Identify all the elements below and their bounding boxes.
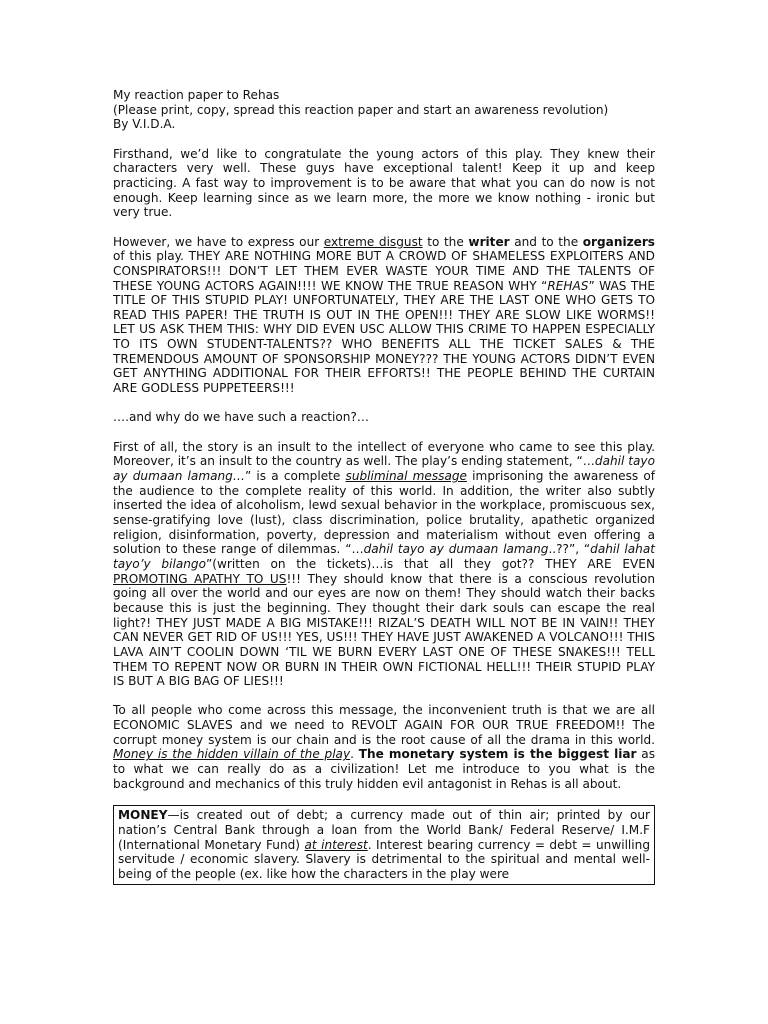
text-run: However, we have to express our — [113, 234, 324, 249]
bold-text: The monetary system is the biggest liar — [358, 747, 637, 762]
money-definition-box — [113, 805, 655, 885]
paragraph-disgust — [113, 235, 655, 396]
document-page — [113, 88, 655, 885]
document-title: My reaction paper to Rehas — [113, 88, 280, 102]
text-run: —is created out of debt; a currency made out of thin air; printed by our nation’s Central Bank through a loan from the World Bank/ Federal Reserve/ I.M.F (International Monetary Fund) — [118, 808, 650, 852]
text-run: ” is a complete — [244, 469, 346, 483]
text-run: To all people who come across this message, the inconvenient truth is that we are all ECONOMIC SLAVES and we need to REVOLT AGAIN FOR OUR TRUE FREEDOM!! The corrupt money system is our chain and is the root cause of all the drama in this world. — [113, 703, 655, 747]
text-run: as to what we can really do as a civilization! Let me introduce to you what is the background and mechanics of this truly hidden evil antagonist in Rehas is all about. — [113, 747, 655, 791]
underlined-text: PROMOTING APATHY TO US — [113, 571, 287, 586]
paragraph-economic-slaves — [113, 703, 655, 791]
italic-text: dahil lahat tayo’y bilango — [113, 542, 656, 571]
text-run: . Interest bearing currency = debt = unwilling servitude / economic slavery. Slavery is detrimental to the spiritual and mental well-being of the people (ex. like how the characters in the play were — [118, 837, 650, 882]
money-definition-text — [118, 808, 650, 881]
text-run: ” WAS THE TITLE OF THIS STUPID PLAY! UNFORTUNATELY, THEY ARE THE LAST ONE WHO GETS TO READ THIS PAPER! THE TRUTH IS OUT IN THE OPEN!!! THEY ARE SLOW LIKE WORMS!! LET US ASK THEM THIS: WHY DID EVEN USC ALLOW THIS CRIME TO HAPPEN ESPECIALLY TO ITS OWN STUDENT-TALENTS?? WHO BENEFITS ALL THE TICKET SALES & THE TREMENDOUS AMOUNT OF SPONSORSHIP MONEY??? THE YOUNG ACTORS DIDN’T EVEN GET ANYTHING ADDITIONAL FOR THEIR EFFORTS!! THE PEOPLE BEHIND THE CURTAIN ARE GODLESS PUPPETEERS!!! — [113, 278, 655, 396]
text-run: of this play. THEY ARE NOTHING MORE BUT A CROWD OF SHAMELESS EXPLOITERS AND CONSPIRATORS!!! DON’T LET THEM EVER WASTE YOUR TIME AND THE TALENTS OF THESE YOUNG ACTORS AGAIN!!!! WE KNOW THE TRUE REASON WHY “ — [113, 249, 655, 293]
underlined-text: Money is the hidden villain of the play — [113, 747, 351, 762]
paragraph-congratulations: Firsthand, we’d like to congratulate the young actors of this play. They knew their characters very well. These guys have exceptional talent! Keep it up and keep practicing. A fast way to improvement is to be aware that what you can do now is not enough. Keep learning since as we learn more, the more we know nothing - ironic but very true. — [113, 146, 655, 220]
paragraph-question: ….and why do we have such a reaction?… — [113, 410, 369, 425]
text-run: to the — [422, 234, 469, 249]
text-run: ”(written on the tickets)…is that all they got?? THEY ARE EVEN — [205, 556, 655, 571]
document-heading — [113, 88, 655, 132]
text-run: !!! They should know that there is a conscious revolution going all over the world and our eyes are now on them! They should watch their backs because this is just the beginning. They thought their dark souls can escape the real light?! THEY JUST MADE A BIG MISTAKE!!! RIZAL’S DEATH WILL NOT BE IN VAIN!! THEY CAN NEVER GET RID OF US!!! YES, US!!! THEY HAVE JUST AWAKENED A VOLCANO!!! THIS LAVA AIN’T COOLIN DOWN ‘TIL WE BURN EVERY LAST ONE OF THESE SNAKES!!! TELL THEM TO REPENT NOW OR BURN IN THEIR OWN FICTIONAL HELL!!! THEIR STUPID PLAY IS BUT A BIG BAG OF LIES!!! — [113, 571, 655, 689]
paragraph-insult — [113, 440, 655, 689]
italic-text: dahil tayo ay dumaan lamang… — [113, 454, 655, 483]
document-byline: By V.I.D.A. — [113, 117, 176, 132]
text-run: imprisoning the awareness of the audience to the complete reality of this world. In addition, the writer also subtly inserted the idea of alcoholism, lewd sexual behavior in the workplace, promiscuous sex, sense-gratifying love (lust), class discrimination, police brutality, apathetic organized religion, disinformation, poverty, depression and materialism without even offering a solution to these range of dilemmas. “… — [113, 469, 656, 557]
document-subtitle: (Please print, copy, spread this reaction paper and start an awareness revolution) — [113, 102, 609, 117]
italic-text: dahil tayo ay dumaan lamang — [363, 542, 549, 557]
bold-text: writer — [468, 234, 510, 249]
bold-text: organizers — [582, 234, 655, 249]
underlined-text: subliminal message — [345, 469, 467, 483]
text-run: and to the — [509, 234, 583, 249]
text-run: . — [350, 747, 359, 762]
underlined-text: at interest — [304, 837, 368, 852]
bold-text: MONEY — [118, 808, 168, 823]
text-run: ..??”, “ — [548, 542, 591, 557]
text-run: First of all, the story is an insult to the intellect of everyone who came to see this play. Moreover, it’s an insult to the country as well. The play’s ending statement, “… — [113, 439, 655, 469]
italic-text: REHAS — [547, 278, 589, 293]
underlined-text: extreme disgust — [323, 234, 423, 249]
